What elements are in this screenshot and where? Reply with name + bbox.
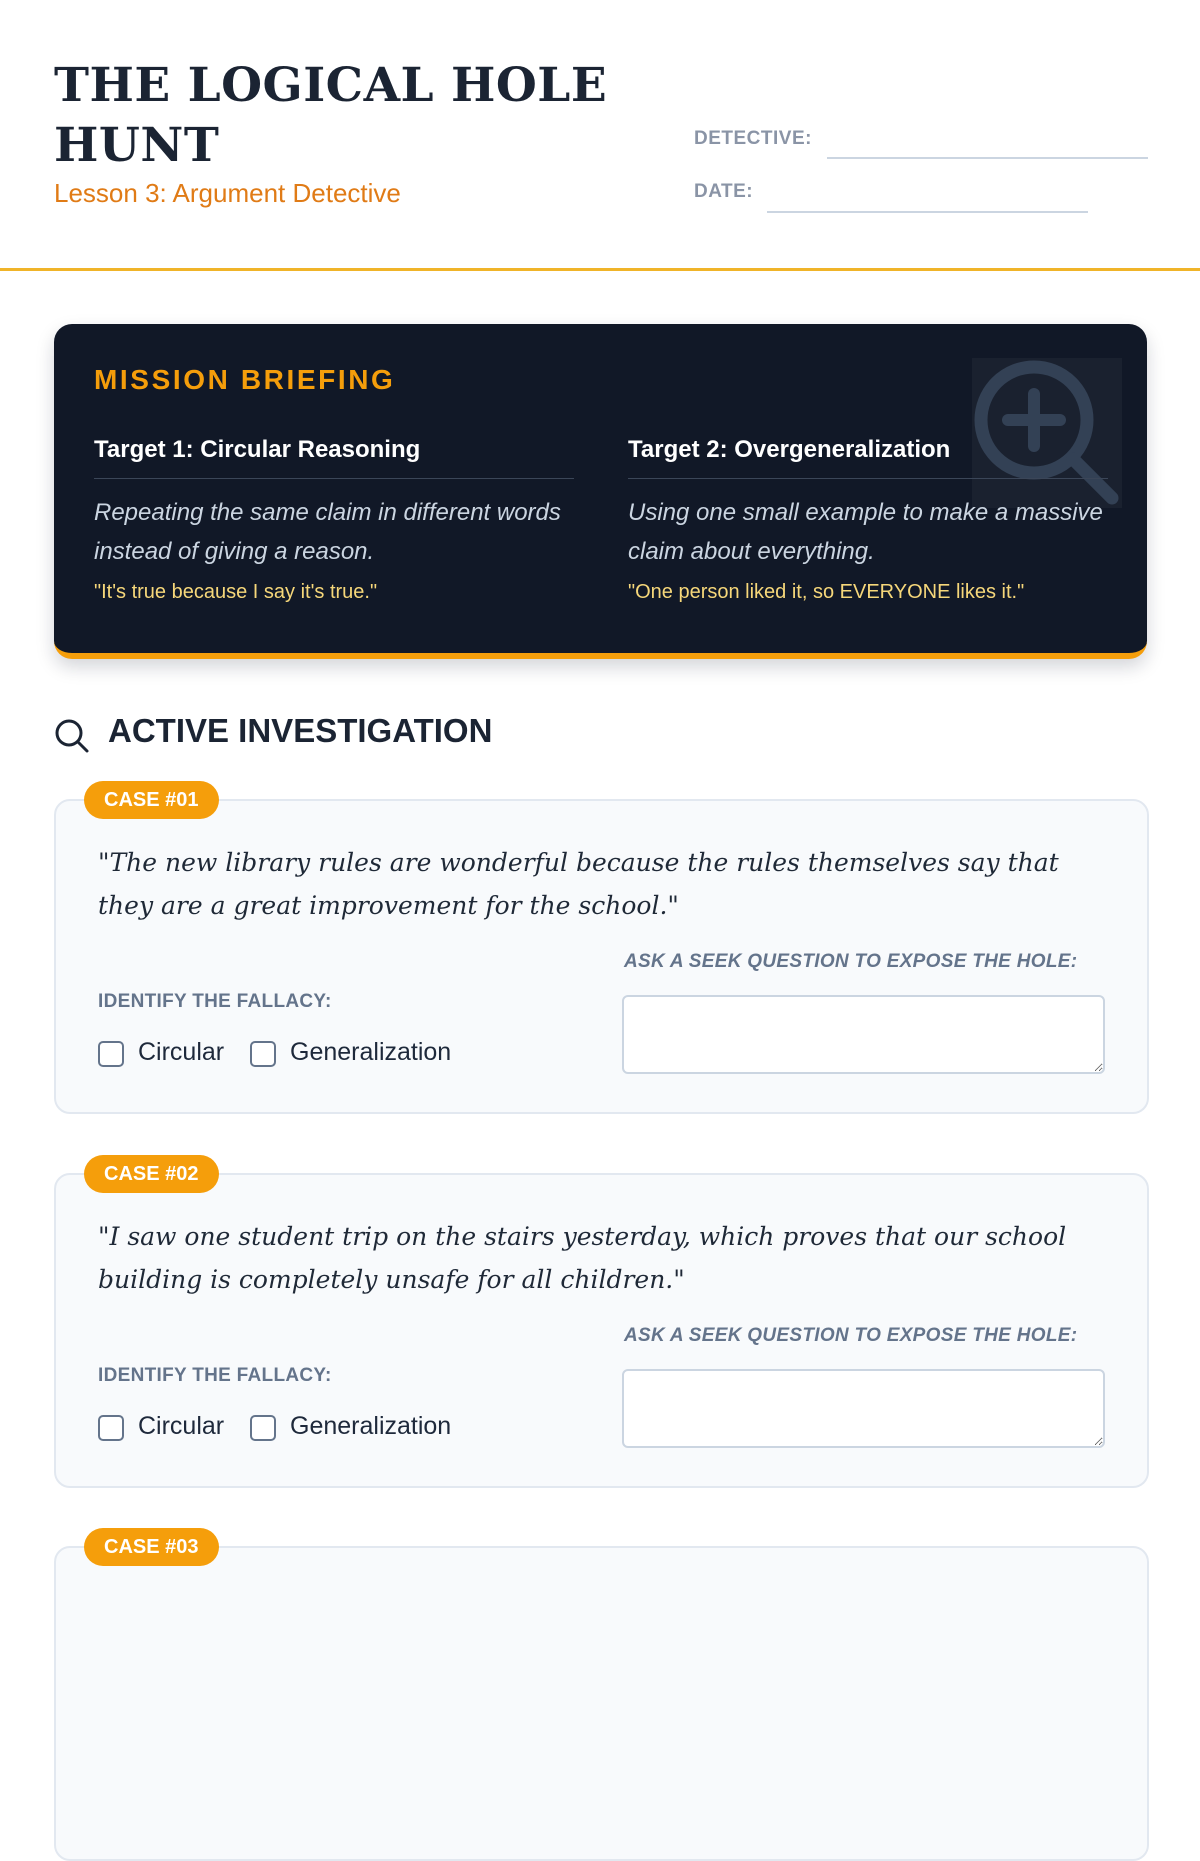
case-card bbox=[54, 1536, 1149, 1861]
page-title: THE LOGICAL HOLE HUNT bbox=[54, 58, 608, 173]
briefing-heading: MISSION BRIEFING bbox=[94, 364, 396, 395]
target-title: Target 2: Overgeneralization bbox=[628, 436, 1108, 479]
option-label: Generalization bbox=[290, 1412, 452, 1440]
seek-question-input[interactable] bbox=[622, 1369, 1105, 1448]
target-overgeneralization bbox=[628, 436, 1108, 604]
seek-question-label: ASK A SEEK QUESTION TO EXPOSE THE HOLE: bbox=[624, 1325, 1078, 1346]
detective-label: DETECTIVE: bbox=[694, 128, 812, 149]
worksheet-header bbox=[0, 0, 1200, 271]
target-example: "One person liked it, so EVERYONE likes it." bbox=[628, 581, 1025, 603]
case-tag: CASE #01 bbox=[84, 781, 219, 819]
seek-question-label: ASK A SEEK QUESTION TO EXPOSE THE HOLE: bbox=[624, 951, 1078, 972]
option-label: Generalization bbox=[290, 1038, 452, 1066]
fallacy-label: IDENTIFY THE FALLACY: bbox=[98, 1365, 332, 1386]
target-description: Repeating the same claim in different words instead of giving a reason. bbox=[94, 499, 561, 565]
checkbox[interactable] bbox=[250, 1041, 276, 1067]
target-description: Using one small example to make a massive claim about everything. bbox=[628, 499, 1103, 565]
case-quote: "I saw one student trip on the stairs yesterday, which proves that our school building is completely unsafe for all children." bbox=[98, 1222, 1067, 1294]
option-label: Circular bbox=[138, 1038, 225, 1066]
case-tag: CASE #02 bbox=[84, 1155, 219, 1193]
date-field[interactable] bbox=[767, 211, 1088, 213]
checkbox[interactable] bbox=[98, 1415, 124, 1441]
option-label: Circular bbox=[138, 1412, 225, 1440]
target-circular-reasoning bbox=[94, 436, 574, 604]
case-card bbox=[54, 1163, 1149, 1488]
search-icon bbox=[54, 718, 90, 754]
mission-briefing bbox=[54, 324, 1147, 659]
section-title: ACTIVE INVESTIGATION bbox=[108, 712, 493, 749]
target-example: "It's true because I say it's true." bbox=[94, 581, 378, 603]
case-quote: "The new library rules are wonderful because the rules themselves say that they are a great improvement for the school." bbox=[98, 848, 1059, 920]
case-card bbox=[54, 789, 1149, 1114]
seek-question-input[interactable] bbox=[622, 995, 1105, 1074]
fallacy-label: IDENTIFY THE FALLACY: bbox=[98, 991, 332, 1012]
checkbox[interactable] bbox=[250, 1415, 276, 1441]
case-tag: CASE #03 bbox=[84, 1528, 219, 1566]
target-title: Target 1: Circular Reasoning bbox=[94, 436, 574, 479]
detective-name-field[interactable] bbox=[827, 157, 1148, 159]
checkbox[interactable] bbox=[98, 1041, 124, 1067]
lesson-subtitle: Lesson 3: Argument Detective bbox=[54, 178, 401, 208]
date-label: DATE: bbox=[694, 181, 754, 202]
